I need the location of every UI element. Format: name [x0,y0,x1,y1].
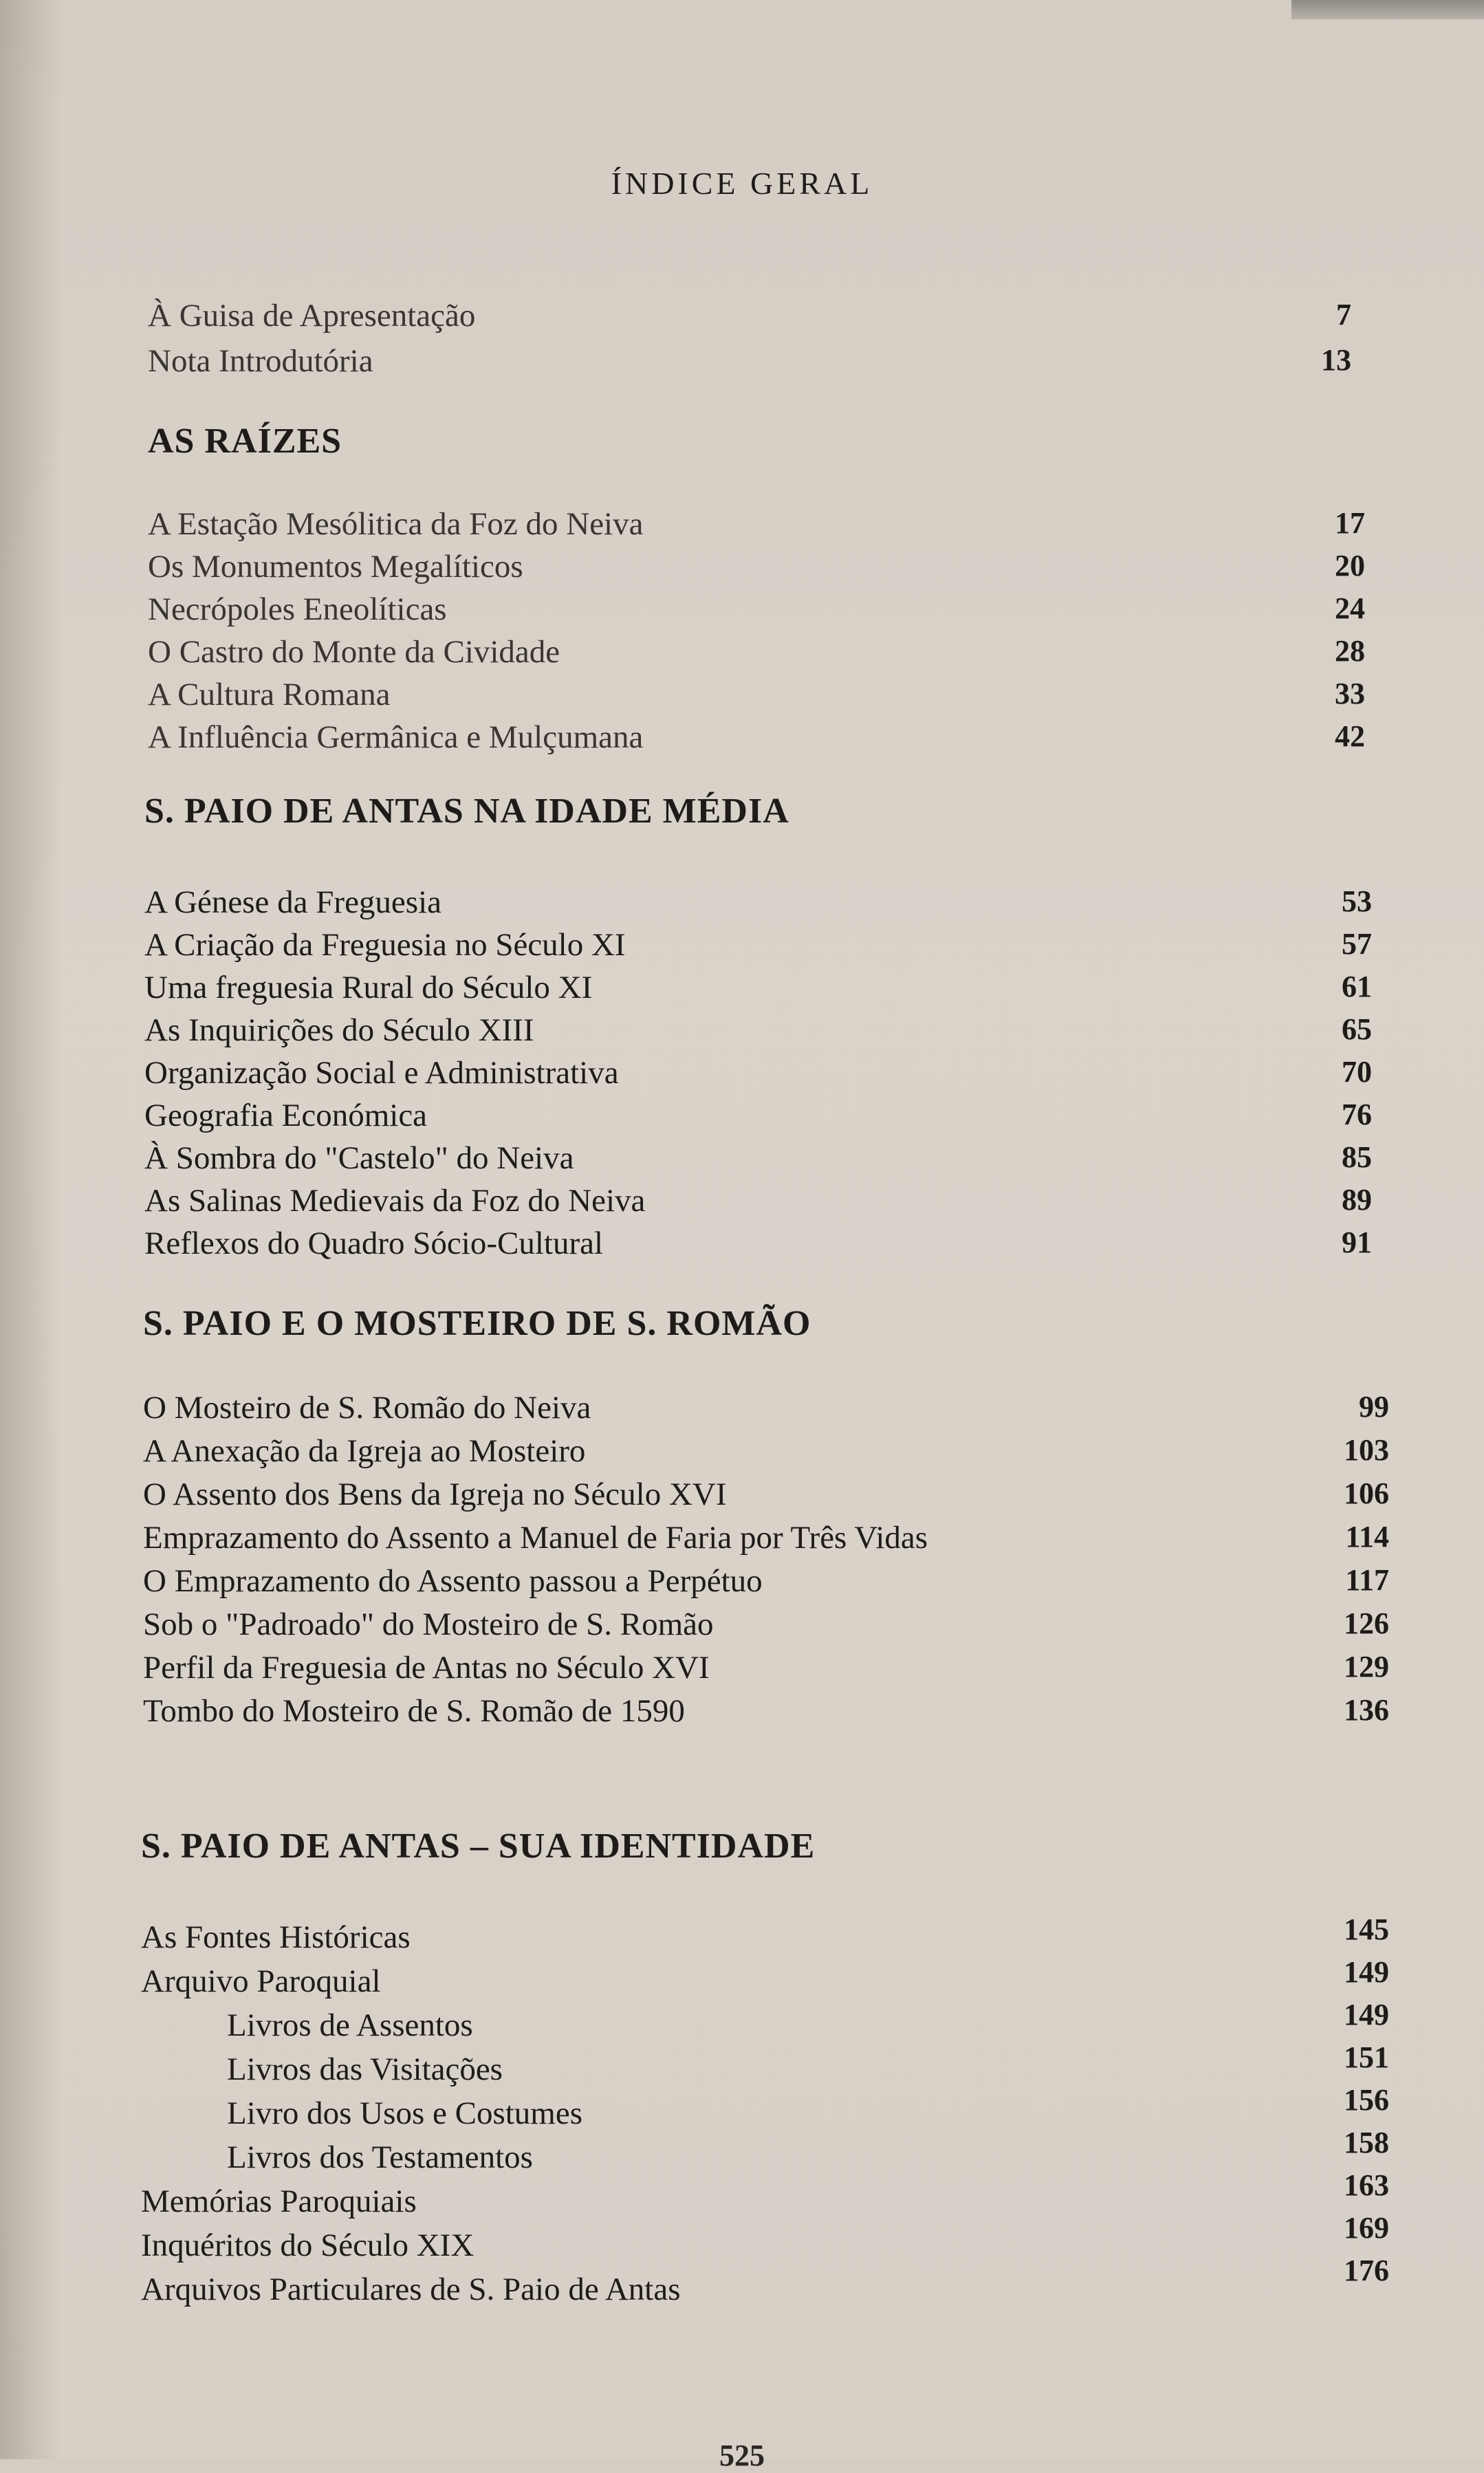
toc-entry [148,342,1351,386]
toc-entry-page: 149 [1344,1955,1389,1989]
toc-entry-label: A Génese da Freguesia [144,884,441,920]
toc-entry [141,1913,1389,1963]
toc-entry-label: O Castro do Monte da Cividade [148,634,560,670]
toc-entry [148,676,1365,720]
toc-entry [144,1054,1372,1098]
toc-entry-page: 53 [1342,884,1372,918]
toc-entry-page: 136 [1344,1693,1389,1727]
toc-entry-label: À Sombra do "Castelo" do Neiva [144,1140,574,1176]
toc-entry [143,1562,1389,1606]
section-heading: S. PAIO DE ANTAS NA IDADE MÉDIA [144,792,789,831]
toc-entry [141,2211,1389,2271]
toc-entry-label: Organização Social e Administrativa [144,1055,619,1091]
toc-entry-label: As Fontes Históricas [141,1919,411,1955]
toc-entry [143,1692,1389,1736]
toc-entry-page: 85 [1342,1140,1372,1174]
toc-entry [144,1012,1372,1056]
section-heading: S. PAIO E O MOSTEIRO DE S. ROMÃO [143,1304,811,1343]
toc-subentry [227,2126,1389,2183]
toc-entry-page: 13 [1321,343,1351,377]
toc-entry-label: Nota Introdutória [148,343,373,379]
toc-entry [148,505,1365,549]
toc-entry-label: O Emprazamento do Assento passou a Perpétuo [143,1563,763,1599]
toc-subentry [227,2083,1389,2139]
toc-entry-label: A Anexação da Igreja ao Mosteiro [143,1433,586,1469]
toc-entry-label: Livros de Assentos [227,2007,473,2043]
toc-entry [144,1225,1372,1269]
page-title: ÍNDICE GERAL [611,166,873,201]
toc-entry [143,1476,1389,1520]
toc-subentry [227,2040,1389,2095]
toc-entry [144,1097,1372,1141]
toc-entry-page: 61 [1342,970,1372,1003]
toc-entry-label: Inquéritos do Século XIX [141,2227,474,2263]
toc-entry-page: 28 [1335,634,1365,668]
toc-entry-page: 169 [1344,2211,1389,2245]
toc-entry-label: Sob o "Padroado" do Mosteiro de S. Romão [143,1606,714,1642]
toc-entry-label: As Salinas Medievais da Foz do Neiva [144,1183,646,1219]
toc-entry [144,1182,1372,1226]
page-corner-shadow [1291,0,1484,19]
toc-entry-page: 114 [1345,1520,1389,1554]
toc-entry-page: 149 [1344,1998,1389,2031]
toc-entry-label: Necrópoles Eneolíticas [148,591,447,627]
toc-entry-label: Livros das Visitações [227,2051,503,2087]
toc-entry-label: O Mosteiro de S. Romão do Neiva [143,1390,591,1426]
toc-entry-label: Perfil da Freguesia de Antas no Século XVI [143,1650,710,1686]
toc-entry [148,297,1351,341]
toc-entry-page: 76 [1342,1098,1372,1131]
toc-entry [143,1649,1389,1693]
binding-shadow [0,0,62,2459]
toc-entry [141,2168,1389,2227]
toc-entry [143,1432,1389,1477]
toc-entry [144,884,1372,928]
toc-entry-label: A Influência Germânica e Mulçumana [148,719,644,755]
toc-entry [148,719,1365,763]
toc-entry-label: Tombo do Mosteiro de S. Romão de 1590 [143,1693,685,1729]
toc-entry [141,2254,1389,2315]
toc-entry [143,1606,1389,1650]
toc-entry-label: As Inquirições do Século XIII [144,1012,534,1048]
toc-entry-page: 42 [1335,719,1365,753]
toc-entry-label: Memórias Paroquiais [141,2183,417,2219]
toc-entry [141,1955,1389,2007]
toc-entry-page: 158 [1344,2126,1389,2159]
toc-entry [144,969,1372,1013]
toc-entry-page: 126 [1344,1606,1389,1640]
toc-entry-page: 117 [1345,1563,1389,1597]
toc-entry-label: A Estação Mesólitica da Foz do Neiva [148,506,644,542]
toc-entry-page: 129 [1344,1650,1389,1684]
toc-entry-page: 24 [1335,591,1365,625]
section-heading: S. PAIO DE ANTAS – SUA IDENTIDADE [141,1827,816,1866]
toc-subentry [227,1998,1389,2051]
toc-entry [148,633,1365,677]
toc-entry-page: 7 [1336,298,1351,331]
toc-entry-page: 176 [1344,2254,1389,2287]
toc-entry-label: Geografia Económica [144,1098,428,1133]
toc-entry-page: 20 [1335,549,1365,582]
toc-entry-label: Livro dos Usos e Costumes [227,2095,582,2131]
toc-entry [143,1389,1389,1433]
toc-entry-label: Os Monumentos Megalíticos [148,549,523,585]
toc-entry [144,1140,1372,1184]
toc-entry-page: 70 [1342,1055,1372,1089]
toc-entry-label: O Assento dos Bens da Igreja no Século XVI [143,1477,727,1512]
page-number: 525 [719,2439,765,2472]
toc-entry-page: 163 [1344,2168,1389,2202]
toc-entry [148,591,1365,635]
toc-entry-page: 91 [1342,1225,1372,1259]
toc-entry-page: 99 [1359,1390,1389,1424]
toc-entry-page: 33 [1335,677,1365,710]
toc-entry [148,548,1365,592]
toc-entry-label: Emprazamento do Assento a Manuel de Faria por Três Vidas [143,1520,928,1556]
toc-entry [143,1519,1389,1563]
toc-entry-label: A Criação da Freguesia no Século XI [144,927,626,963]
toc-entry-label: Arquivo Paroquial [141,1963,381,1999]
toc-entry-page: 103 [1344,1433,1389,1467]
toc-entry-page: 106 [1344,1477,1389,1510]
toc-entry-page: 89 [1342,1183,1372,1217]
toc-entry [144,926,1372,970]
toc-entry-page: 145 [1344,1913,1389,1946]
toc-entry-label: Arquivos Particulares de S. Paio de Antas [141,2272,681,2307]
section-heading: AS RAÍZES [148,422,342,461]
toc-entry-label: Reflexos do Quadro Sócio-Cultural [144,1225,604,1261]
toc-entry-label: A Cultura Romana [148,677,391,712]
toc-entry-label: À Guisa de Apresentação [148,298,476,334]
toc-entry-page: 65 [1342,1012,1372,1046]
toc-entry-label: Uma freguesia Rural do Século XI [144,970,593,1005]
toc-entry-page: 156 [1344,2083,1389,2117]
toc-entry-page: 57 [1342,927,1372,961]
toc-entry-page: 151 [1344,2040,1389,2074]
toc-entry-label: Livros dos Testamentos [227,2139,533,2175]
toc-entry-page: 17 [1335,506,1365,540]
